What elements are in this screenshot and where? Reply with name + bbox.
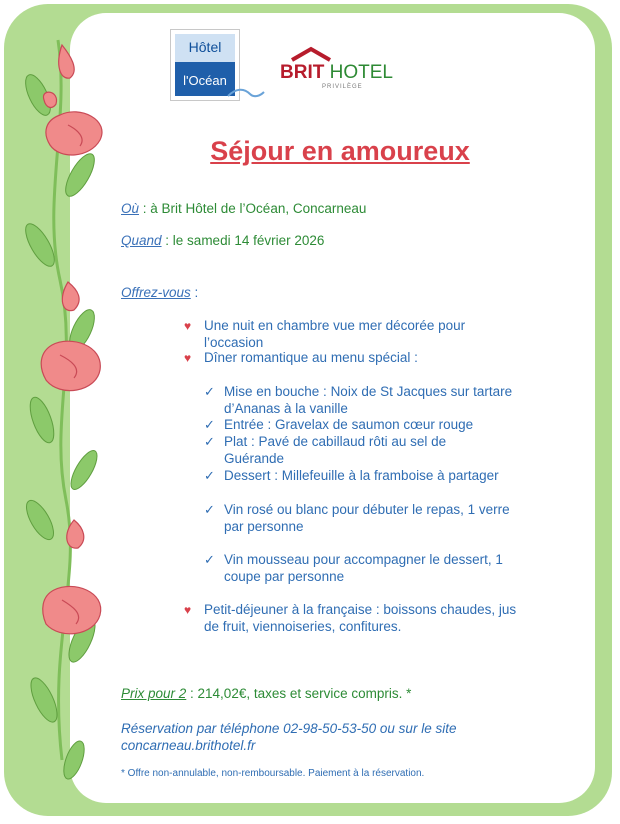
offer-label: Offrez-vous xyxy=(121,285,191,300)
footnote: * Offre non-annulable, non-remboursable. Paiement à la réservation. xyxy=(121,768,425,779)
menu-item: Entrée : Gravelax de saumon cœur rouge xyxy=(224,417,474,432)
offer-line xyxy=(121,285,198,302)
when-text: : le samedi 14 février 2026 xyxy=(161,233,325,248)
price-label: Prix pour 2 xyxy=(121,686,187,701)
price-line xyxy=(121,686,411,703)
heart-icon: ♥ xyxy=(184,319,192,333)
wave-icon xyxy=(226,86,266,100)
menu-item: Dessert : Millefeuille à la framboise à partager xyxy=(224,468,499,483)
logo-ocean-word: l'Océan xyxy=(183,73,227,88)
check-icon: ✓ xyxy=(204,502,215,517)
when-line xyxy=(121,233,324,250)
heart-icon: ♥ xyxy=(184,603,192,617)
check-icon: ✓ xyxy=(204,468,215,483)
offer-colon: : xyxy=(190,285,199,300)
check-icon: ✓ xyxy=(204,552,215,567)
when-label: Quand xyxy=(121,233,162,248)
list-item: Dîner romantique au menu spécial : xyxy=(204,350,418,365)
brit-hotel-wordmark xyxy=(280,63,393,83)
list-item: Petit-déjeuner à la française : boissons chaudes, jus de fruit, viennoiseries, confitures. xyxy=(204,602,517,634)
logo-hotel-word: Hôtel xyxy=(188,39,222,55)
where-label: Où xyxy=(121,201,140,216)
brit-hotel-logo xyxy=(278,46,418,96)
where-line xyxy=(121,201,366,218)
hotel-word: HOTEL xyxy=(329,62,393,83)
check-icon: ✓ xyxy=(204,384,215,399)
menu-item: Vin mousseau pour accompagner le dessert, 1 coupe par personne xyxy=(224,552,503,584)
reservation-info xyxy=(121,720,456,754)
menu-item: Plat : Pavé de cabillaud rôti au sel de Guérande xyxy=(224,434,447,466)
check-icon: ✓ xyxy=(204,417,215,432)
flower-vine-decoration xyxy=(0,0,120,824)
heart-icon: ♥ xyxy=(184,351,192,365)
privilege-label: PRIVILÈGE xyxy=(322,84,363,90)
where-text: : à Brit Hôtel de l’Océan, Concarneau xyxy=(139,201,367,216)
reservation-site[interactable]: concarneau.brithotel.fr xyxy=(121,738,256,753)
page-title: Séjour en amoureux xyxy=(210,136,470,166)
menu-item: Vin rosé ou blanc pour débuter le repas, 1 verre par personne xyxy=(224,502,510,534)
brit-word: BRIT xyxy=(280,62,325,83)
price-text: : 214,02€, taxes et service compris. * xyxy=(186,686,412,701)
reservation-phone: Réservation par téléphone 02-98-50-53-50 ou sur le site xyxy=(121,721,457,736)
list-item: Une nuit en chambre vue mer décorée pour l’occasion xyxy=(204,318,466,350)
check-icon: ✓ xyxy=(204,434,215,449)
menu-item: Mise en bouche : Noix de St Jacques sur tartare d’Ananas à la vanille xyxy=(224,384,513,416)
roof-icon xyxy=(290,46,332,62)
